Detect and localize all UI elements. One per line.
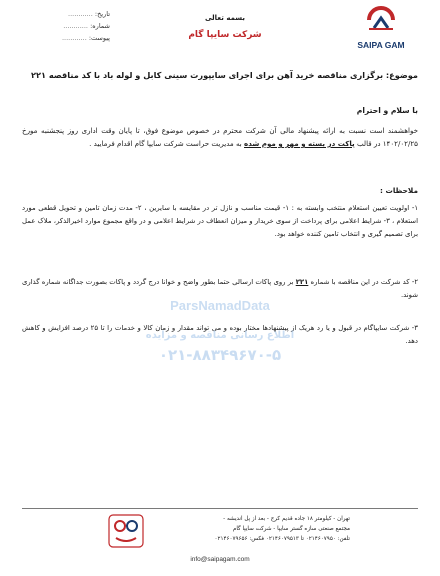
watermark-persian: اطلاع رسانی مناقصه و مزایده — [145, 330, 295, 341]
note-1: ۱- اولویت تعیین استعلام منتخب وابسته به : ۱- قیمت مناسب و نازل تر در مقایسه با سایرین ، ۲- مدت زمان تامین و تحویل قطعی مورد استعلام ، ۳- شرایط اعلامی برای پرداخت از سوی خریدار و میزان انعطاف در شرایط اعلامی و در واقع مجموع موارد اخیرالذکر، ملاک عمل برای تصمیم گیری و انتخاب تامین کننده خواهد بود. — [22, 204, 419, 238]
footer-divider — [22, 508, 418, 509]
number-field: شماره: ............ — [63, 22, 110, 30]
body-text-bold: پاکت در بسته و مهر و موم شده — [244, 139, 355, 148]
footer-address-line-2: مجتمع صنعتی سازه گستر سایپا - شرکت سایپا گام — [232, 526, 350, 532]
letter-body — [22, 124, 418, 150]
footer-brand-icon — [108, 514, 144, 548]
note-3: ۳- شرکت سایپاگام در قبول و یا رد هریک از پیشنهادها مختار بوده و می تواند مقدار و زمان کالا و خدمات را تا ۲۵ درصد افزایش و کاهش دهد. — [22, 324, 418, 345]
logo-text: SAIPA GAM — [357, 40, 405, 50]
footer-logo — [108, 514, 144, 548]
date-field: تاریخ: ............ — [68, 10, 110, 18]
letter-greeting: با سلام و احترام — [356, 106, 418, 115]
footer-address — [150, 514, 350, 544]
note-2-post: بر روی پاکات ارسالی حتما بطور واضح و خوانا درج گردد و پاکات بصورت جداگانه شماره گذاری شوند. — [22, 278, 418, 299]
watermark-latin: ParsNamadData — [170, 298, 270, 313]
company-logo — [343, 6, 419, 50]
company-name: شرکت سایپا گام — [188, 30, 262, 40]
footer-address-line-1: تهران - کیلومتر ۱۸ جاده قدیم کرج - بعد از پل اندیشه - — [223, 516, 350, 522]
watermark-phone: ۰۲۱-۸۸۳۴۹۶۷۰-۵ — [158, 346, 282, 364]
note-2-pre: ۲- کد شرکت در این مناقصه با شماره — [308, 278, 419, 286]
saipa-gam-logo-icon — [343, 6, 419, 36]
attachment-field: پیوست: ............ — [61, 34, 110, 42]
attachment-label: پیوست: — [88, 34, 110, 42]
number-label: شماره: — [90, 22, 110, 30]
footer-phones: تلفن: ۰۲۱۴۶۰۷۹۵۰ تا ۰۲۱۴۶۰۷۹۵۱۳ فکس: ۰۲۱۴۶۰۷۹۶۵۶ — [214, 536, 350, 542]
notes-title: ملاحظات : — [380, 186, 418, 195]
bismillah: بسمه تعالی — [204, 14, 246, 22]
letter-subject: موضوع: برگزاری مناقصه خرید آهن برای اجرای سایپورت سینی کابل و لوله باد با کد مناقصه ۲۲۱ — [31, 70, 418, 80]
note-2-code: ۲۲۱ — [295, 278, 309, 286]
footer-website[interactable]: info@saipagam.com — [190, 556, 250, 563]
date-label: تاریخ: — [94, 10, 110, 18]
body-text-pre: خواهشمند است نسبت به ارائه پیشنهاد مالی آن شرکت محترم در خصوص موضوع فوق، تا پایان وقت اداری روز پنجشنبه مورخ ۱۴۰۲/۰۲/۲۵ در قالب — [22, 126, 418, 148]
body-text-post: به مدیریت حراست شرکت سایپا گام اقدام فرمایید . — [89, 139, 245, 148]
